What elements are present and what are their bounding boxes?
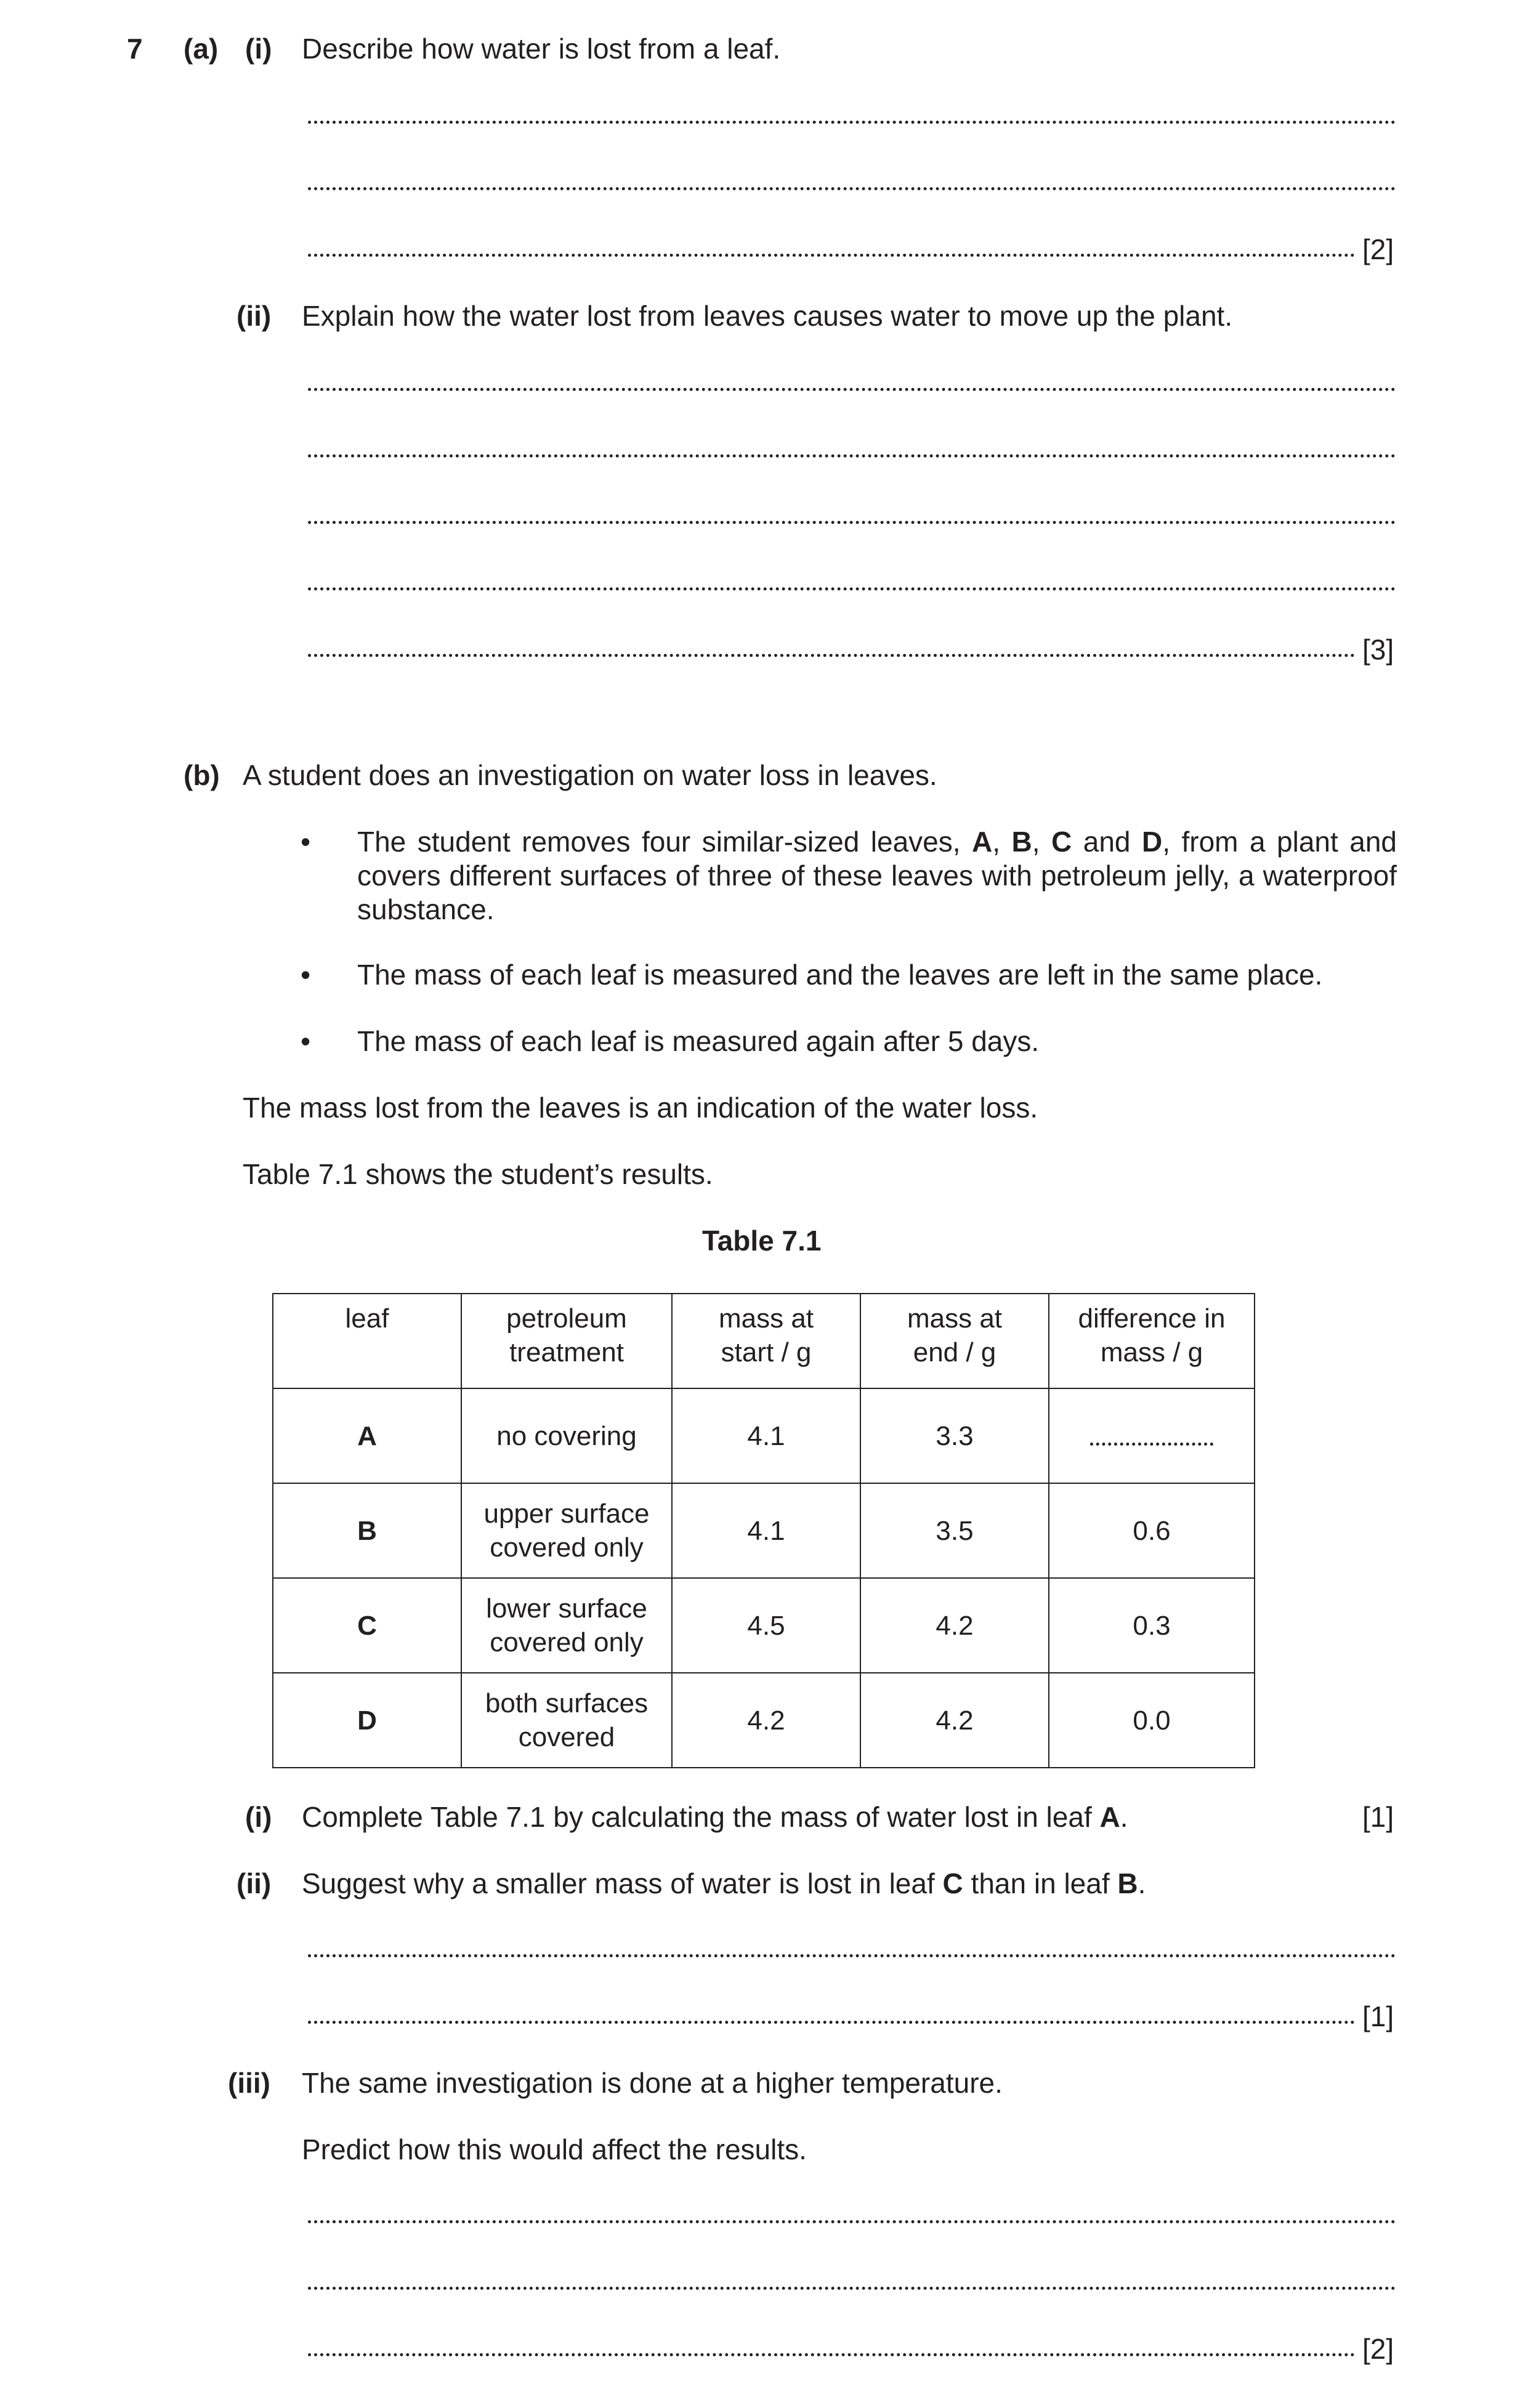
b-i-question-text: Complete Table 7.1 by calculating the mass of water lost in leaf A.: [302, 1801, 1128, 1833]
b-i-label: (i): [245, 1801, 272, 1833]
mark-allocation: [3]: [1362, 634, 1394, 666]
answer-line[interactable]: [308, 254, 1355, 257]
cell-treatment: both surfaces covered: [461, 1673, 672, 1768]
cell-mass-end: 3.3: [860, 1388, 1049, 1483]
b-iii-question-text: The same investigation is done at a higher temperature.: [302, 2067, 1003, 2099]
cell-difference: 0.3: [1049, 1578, 1255, 1673]
b-iii-label: (iii): [228, 2067, 270, 2099]
bullet-marker: •: [301, 826, 311, 858]
answer-line[interactable]: [308, 454, 1396, 457]
bullet-item-1: The student removes four similar-sized leaves, A, B, C and D, from a plant and covers different surfaces of three of these leaves with petroleum jelly, a waterproof substance.: [357, 826, 1397, 926]
table-row: [273, 1388, 1255, 1483]
a-i-question-text: Describe how water is lost from a leaf.: [302, 33, 781, 65]
cell-leaf: C: [273, 1578, 461, 1673]
cell-mass-end: 4.2: [860, 1578, 1049, 1673]
cell-difference-answer[interactable]: [1049, 1388, 1255, 1483]
answer-line[interactable]: [308, 2353, 1355, 2356]
cell-mass-end: 3.5: [860, 1483, 1049, 1578]
cell-leaf: B: [273, 1483, 461, 1578]
b-note-text: The mass lost from the leaves is an indication of the water loss.: [243, 1092, 1038, 1124]
bullet-item-3: The mass of each leaf is measured again after 5 days.: [357, 1025, 1040, 1057]
bullet-marker: •: [301, 1025, 311, 1057]
answer-line[interactable]: [308, 388, 1396, 391]
cell-difference: 0.6: [1049, 1483, 1255, 1578]
part-a-label: (a): [184, 33, 219, 65]
cell-treatment: upper surface covered only: [461, 1483, 672, 1578]
table-row: [273, 1673, 1255, 1768]
a-i-label: (i): [245, 33, 272, 65]
results-table: [272, 1293, 1255, 1768]
question-number: 7: [127, 33, 143, 65]
cell-difference: 0.0: [1049, 1673, 1255, 1768]
cell-mass-start: 4.1: [672, 1483, 860, 1578]
answer-line[interactable]: [308, 2287, 1396, 2290]
cell-mass-start: 4.1: [672, 1388, 860, 1483]
mark-allocation: [1]: [1362, 2000, 1394, 2032]
a-ii-question-text: Explain how the water lost from leaves causes water to move up the plant.: [302, 300, 1233, 332]
answer-line[interactable]: [308, 187, 1396, 190]
cell-treatment: lower surface covered only: [461, 1578, 672, 1673]
mark-allocation: [1]: [1362, 1801, 1394, 1833]
part-b-label: (b): [184, 759, 220, 791]
answer-line[interactable]: [308, 587, 1396, 590]
cell-leaf: A: [273, 1388, 461, 1483]
mark-allocation: [2]: [1362, 233, 1394, 265]
header-petroleum-treatment: petroleum treatment: [461, 1294, 672, 1388]
cell-mass-start: 4.2: [672, 1673, 860, 1768]
answer-line[interactable]: [308, 654, 1355, 657]
cell-mass-start: 4.5: [672, 1578, 860, 1673]
table-header-row: [273, 1294, 1255, 1388]
answer-line[interactable]: [308, 2021, 1355, 2024]
b-table-reference: Table 7.1 shows the student’s results.: [243, 1158, 713, 1190]
header-mass-end: mass at end / g: [860, 1294, 1049, 1388]
answer-line[interactable]: [308, 521, 1396, 524]
table-title: Table 7.1: [702, 1225, 822, 1257]
bullet-item-2: The mass of each leaf is measured and the leaves are left in the same place.: [357, 959, 1323, 991]
header-difference: difference in mass / g: [1049, 1294, 1255, 1388]
header-mass-start: mass at start / g: [672, 1294, 860, 1388]
answer-line[interactable]: [308, 121, 1396, 124]
answer-line[interactable]: [308, 2220, 1396, 2223]
b-iii-prediction-prompt: Predict how this would affect the results.: [302, 2133, 807, 2165]
cell-treatment: no covering: [461, 1388, 672, 1483]
table-row: [273, 1578, 1255, 1673]
b-intro-text: A student does an investigation on water loss in leaves.: [243, 759, 937, 791]
answer-blank[interactable]: [1090, 1443, 1213, 1446]
b-ii-question-text: Suggest why a smaller mass of water is lost in leaf C than in leaf B.: [302, 1867, 1146, 1899]
mark-allocation: [2]: [1362, 2333, 1394, 2365]
b-ii-label: (ii): [236, 1867, 272, 1899]
header-leaf: leaf: [273, 1294, 461, 1388]
table-row: [273, 1483, 1255, 1578]
cell-mass-end: 4.2: [860, 1673, 1049, 1768]
a-ii-label: (ii): [236, 300, 272, 332]
answer-line[interactable]: [308, 1954, 1396, 1957]
cell-leaf: D: [273, 1673, 461, 1768]
bullet-marker: •: [301, 959, 311, 991]
